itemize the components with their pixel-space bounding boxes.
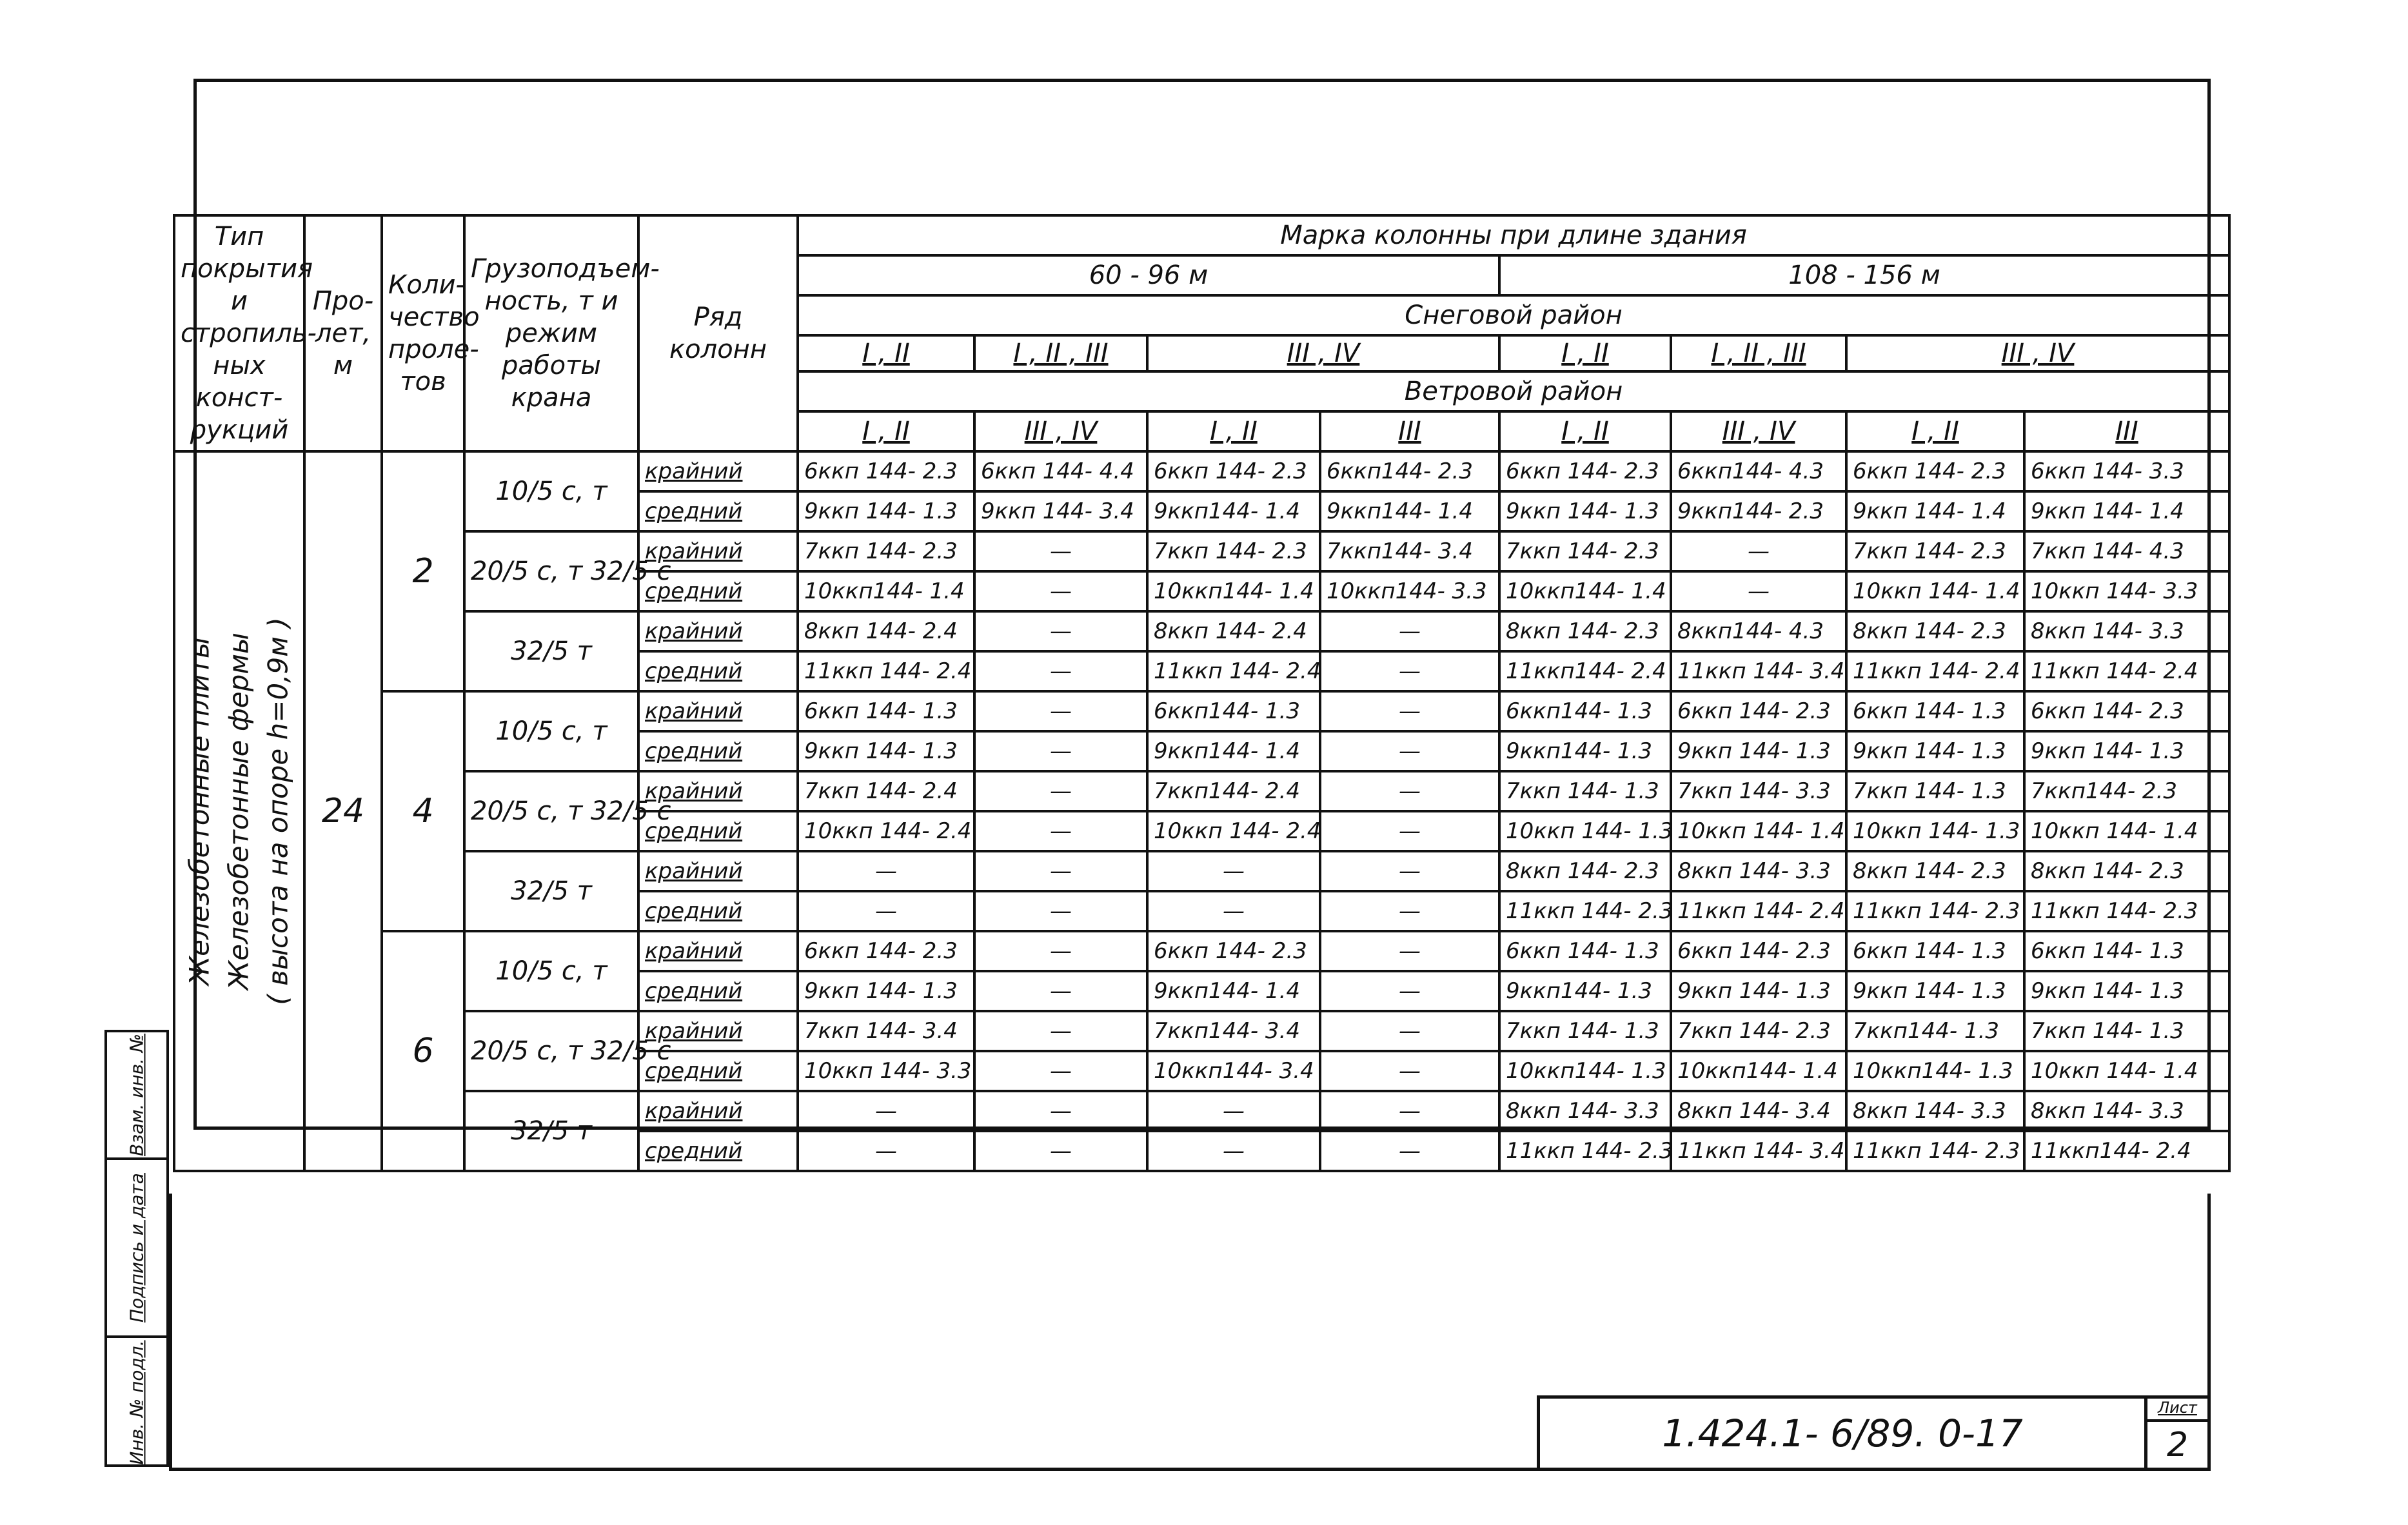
mark-cell: 8ккп 144- 2.3 <box>1499 851 1671 891</box>
mark-cell: 7ккп 144- 2.3 <box>798 531 974 571</box>
mark-cell: 6ккп144- 1.3 <box>1147 691 1320 731</box>
mark-cell: 9ккп144- 2.3 <box>1671 491 1846 531</box>
table-row <box>174 931 2229 971</box>
mark-cell: — <box>974 1011 1147 1051</box>
title-block <box>1537 1395 2211 1471</box>
mark-cell: 11ккп 144- 2.4 <box>798 651 974 691</box>
mark-cell: 9ккп 144- 1.3 <box>798 731 974 771</box>
mark-cell: 10ккп 144- 2.4 <box>1147 811 1320 851</box>
mark-cell: 7ккп 144- 1.3 <box>1846 771 2024 811</box>
mark-cell: 7ккп 144- 1.3 <box>1499 771 1671 811</box>
mark-cell: 9ккп 144- 1.3 <box>1671 731 1846 771</box>
left-stamp <box>104 1030 169 1467</box>
mark-cell: 11ккп 144- 2.4 <box>2024 651 2229 691</box>
row-type-cell: крайний <box>638 531 798 571</box>
mark-cell: — <box>974 611 1147 651</box>
row-type-cell: крайний <box>638 931 798 971</box>
mark-cell: — <box>974 531 1147 571</box>
mark-cell: 6ккп144- 4.3 <box>1671 451 1846 491</box>
mark-cell: — <box>1320 1131 1499 1171</box>
sheet-label: Лист <box>2147 1399 2207 1422</box>
mark-cell: 10ккп 144- 1.4 <box>1846 571 2024 611</box>
stamp-cell-signature <box>107 1160 166 1338</box>
header-snow-region: Снеговой район <box>798 295 2229 335</box>
mark-cell: 7ккп 144- 2.3 <box>1499 531 1671 571</box>
mark-cell: 11ккп 144- 2.3 <box>1846 891 2024 931</box>
row-type-cell: средний <box>638 1131 798 1171</box>
mark-cell: — <box>1320 1091 1499 1131</box>
mark-cell: 9ккп 144- 3.4 <box>974 491 1147 531</box>
table-row <box>174 691 2229 731</box>
mark-cell: 6ккп 144- 1.3 <box>2024 931 2229 971</box>
capacity-cell: 10/5 с, т <box>464 451 638 531</box>
mark-cell: 6ккп144- 1.3 <box>1499 691 1671 731</box>
mark-cell: 8ккп144- 4.3 <box>1671 611 1846 651</box>
table-row <box>174 1091 2229 1131</box>
wind-col-1: III , IV <box>974 411 1147 451</box>
mark-cell: 9ккп 144- 1.3 <box>798 971 974 1011</box>
header-row: Ряд колонн <box>638 215 798 451</box>
stamp-label-replace: Взам. инв. № <box>126 1033 148 1157</box>
mark-cell: 11ккп 144- 2.3 <box>1499 891 1671 931</box>
mark-cell: 10ккп144- 1.4 <box>798 571 974 611</box>
mark-cell: 6ккп 144- 2.3 <box>1147 931 1320 971</box>
mark-cell: — <box>1320 1011 1499 1051</box>
mark-cell: 7ккп 144- 2.4 <box>798 771 974 811</box>
table-body <box>174 215 2229 1171</box>
mark-cell: 7ккп 144- 3.3 <box>1671 771 1846 811</box>
row-type-cell: средний <box>638 731 798 771</box>
mark-cell: 6ккп 144- 2.3 <box>1846 451 2024 491</box>
mark-cell: 11ккп 144- 2.4 <box>1846 651 2024 691</box>
header-span: Про-лет, м <box>304 215 382 451</box>
mark-cell: 7ккп144- 2.4 <box>1147 771 1320 811</box>
capacity-cell: 20/5 с, т 32/5 с <box>464 531 638 611</box>
snow-col-0: I , II <box>798 335 974 371</box>
mark-cell: — <box>798 1091 974 1131</box>
row-type-cell: крайний <box>638 451 798 491</box>
mark-cell: 10ккп 144- 1.4 <box>2024 811 2229 851</box>
wind-col-6: I , II <box>1846 411 2024 451</box>
header-capacity: Грузоподъем-ность, т и режим работы крана <box>464 215 638 451</box>
header-wind-region: Ветровой район <box>798 371 2229 411</box>
capacity-cell: 20/5 с, т 32/5 с <box>464 771 638 851</box>
table-row <box>174 611 2229 651</box>
mark-cell: 7ккп 144- 2.3 <box>1147 531 1320 571</box>
mark-cell: 9ккп144- 1.3 <box>1499 971 1671 1011</box>
row-type-cell: средний <box>638 1051 798 1091</box>
mark-cell: 9ккп 144- 1.3 <box>1499 491 1671 531</box>
mark-cell: 6ккп 144- 1.3 <box>1846 931 2024 971</box>
mark-cell: — <box>1147 1131 1320 1171</box>
row-type-cell: средний <box>638 971 798 1011</box>
mark-cell: 7ккп 144- 2.3 <box>1671 1011 1846 1051</box>
document-code: 1.424.1- 6/89. 0-17 <box>1662 1411 2023 1455</box>
header-spans-count: Коли-чество проле-тов <box>382 215 464 451</box>
cover-line: Железобетонные плиты <box>183 636 215 986</box>
mark-cell: 11ккп 144- 2.4 <box>1147 651 1320 691</box>
mark-cell: 10ккп 144- 1.4 <box>2024 1051 2229 1091</box>
mark-cell: 7ккп 144- 3.4 <box>798 1011 974 1051</box>
mark-cell: 7ккп 144- 1.3 <box>1499 1011 1671 1051</box>
mark-cell: 11ккп 144- 3.4 <box>1671 1131 1846 1171</box>
mark-cell: 11ккп 144- 2.3 <box>1499 1131 1671 1171</box>
mark-cell: 10ккп 144- 1.3 <box>1499 811 1671 851</box>
mark-cell: — <box>798 891 974 931</box>
mark-cell: 6ккп 144- 2.3 <box>1671 691 1846 731</box>
mark-cell: 11ккп144- 2.4 <box>2024 1131 2229 1171</box>
mark-cell: 10ккп 144- 3.3 <box>2024 571 2229 611</box>
capacity-cell: 32/5 т <box>464 611 638 691</box>
mark-cell: 6ккп 144- 2.3 <box>2024 691 2229 731</box>
mark-cell: 8ккп 144- 3.3 <box>1499 1091 1671 1131</box>
row-type-cell: крайний <box>638 1011 798 1051</box>
column-mark-table <box>173 214 2231 1172</box>
mark-cell: 7ккп144- 1.3 <box>1846 1011 2024 1051</box>
mark-cell: — <box>974 811 1147 851</box>
spans-count-cell: 6 <box>382 931 464 1171</box>
mark-cell: — <box>1320 611 1499 651</box>
snow-col-4: I , II , III <box>1671 335 1846 371</box>
mark-cell: 8ккп 144- 3.3 <box>1671 851 1846 891</box>
snow-col-1: I , II , III <box>974 335 1147 371</box>
mark-cell: — <box>974 1131 1147 1171</box>
mark-cell: 10ккп144- 1.4 <box>1147 571 1320 611</box>
header-mark: Марка колонны при длине здания <box>798 215 2229 255</box>
mark-cell: 8ккп 144- 3.3 <box>2024 611 2229 651</box>
snow-col-3: I , II <box>1499 335 1671 371</box>
mark-cell: 9ккп144- 1.4 <box>1147 491 1320 531</box>
snow-col-2: III , IV <box>1147 335 1499 371</box>
mark-cell: — <box>974 691 1147 731</box>
mark-cell: — <box>1320 931 1499 971</box>
mark-cell: 6ккп 144- 1.3 <box>798 691 974 731</box>
mark-cell: 9ккп144- 1.4 <box>1147 731 1320 771</box>
mark-cell: — <box>1147 1091 1320 1131</box>
mark-cell: — <box>798 851 974 891</box>
cover-type-text <box>181 617 299 1005</box>
mark-cell: 9ккп 144- 1.3 <box>2024 731 2229 771</box>
row-type-cell: средний <box>638 571 798 611</box>
mark-cell: 6ккп 144- 1.3 <box>1846 691 2024 731</box>
mark-cell: 9ккп 144- 1.3 <box>1671 971 1846 1011</box>
table-row <box>174 451 2229 491</box>
mark-cell: 7ккп 144- 2.3 <box>1846 531 2024 571</box>
mark-cell: — <box>974 1051 1147 1091</box>
capacity-cell: 10/5 с, т <box>464 691 638 771</box>
row-type-cell: средний <box>638 891 798 931</box>
mark-cell: 7ккп144- 3.4 <box>1320 531 1499 571</box>
row-type-cell: средний <box>638 651 798 691</box>
stamp-label-inventory: Инв. № подл. <box>126 1340 148 1465</box>
wind-col-2: I , II <box>1147 411 1320 451</box>
mark-cell: 6ккп 144- 2.3 <box>798 451 974 491</box>
cover-line: Железобетонные фермы <box>222 632 255 990</box>
mark-cell: 10ккп144- 1.3 <box>1499 1051 1671 1091</box>
mark-cell: 9ккп 144- 1.4 <box>2024 491 2229 531</box>
row-type-cell: средний <box>638 811 798 851</box>
mark-cell: — <box>1320 771 1499 811</box>
mark-cell: 9ккп144- 1.4 <box>1320 491 1499 531</box>
wind-col-4: I , II <box>1499 411 1671 451</box>
capacity-cell: 20/5 с, т 32/5 с <box>464 1011 638 1091</box>
mark-cell: — <box>974 971 1147 1011</box>
header-length-60-96: 60 - 96 м <box>798 255 1499 295</box>
mark-cell: — <box>974 731 1147 771</box>
mark-cell: — <box>974 571 1147 611</box>
mark-cell: 7ккп 144- 1.3 <box>2024 1011 2229 1051</box>
mark-cell: 8ккп 144- 3.4 <box>1671 1091 1846 1131</box>
row-type-cell: крайний <box>638 851 798 891</box>
mark-cell: — <box>1320 691 1499 731</box>
row-type-cell: средний <box>638 491 798 531</box>
row-type-cell: крайний <box>638 1091 798 1131</box>
cover-line: ( высота на опоре h=0,9м ) <box>262 617 294 1005</box>
sheet-number: 2 <box>2166 1425 2189 1464</box>
mark-cell: — <box>1320 731 1499 771</box>
mark-cell: 9ккп144- 1.3 <box>1499 731 1671 771</box>
capacity-cell: 32/5 т <box>464 1091 638 1171</box>
table-row <box>174 851 2229 891</box>
header-length-108-156: 108 - 156 м <box>1499 255 2229 295</box>
mark-cell: — <box>1320 971 1499 1011</box>
sheet-box <box>2144 1399 2207 1468</box>
snow-col-5: III , IV <box>1846 335 2229 371</box>
mark-cell: — <box>1147 851 1320 891</box>
mark-cell: 11ккп 144- 2.3 <box>1846 1131 2024 1171</box>
mark-cell: 10ккп144- 1.3 <box>1846 1051 2024 1091</box>
row-type-cell: крайний <box>638 771 798 811</box>
mark-cell: 11ккп 144- 3.4 <box>1671 651 1846 691</box>
mark-cell: 9ккп144- 1.4 <box>1147 971 1320 1011</box>
table-row <box>174 1011 2229 1051</box>
mark-cell: — <box>974 651 1147 691</box>
mark-cell: 11ккп 144- 2.4 <box>1671 891 1846 931</box>
mark-cell: — <box>1320 651 1499 691</box>
mark-cell: — <box>1320 851 1499 891</box>
mark-cell: — <box>1320 1051 1499 1091</box>
mark-cell: 6ккп 144- 2.3 <box>1147 451 1320 491</box>
capacity-cell: 10/5 с, т <box>464 931 638 1011</box>
mark-cell: 7ккп 144- 4.3 <box>2024 531 2229 571</box>
mark-cell: 11ккп144- 2.4 <box>1499 651 1671 691</box>
mark-cell: 7ккп144- 3.4 <box>1147 1011 1320 1051</box>
mark-cell: — <box>1671 571 1846 611</box>
wind-col-0: I , II <box>798 411 974 451</box>
mark-cell: 6ккп 144- 2.3 <box>798 931 974 971</box>
mark-cell: 6ккп 144- 2.3 <box>1499 451 1671 491</box>
cover-type-cell <box>174 451 304 1171</box>
mark-cell: 10ккп144- 1.4 <box>1499 571 1671 611</box>
mark-cell: — <box>1147 891 1320 931</box>
mark-cell: 8ккп 144- 2.3 <box>1846 611 2024 651</box>
mark-cell: 6ккп 144- 1.3 <box>1499 931 1671 971</box>
mark-cell: 10ккп144- 1.4 <box>1671 1051 1846 1091</box>
mark-cell: 8ккп 144- 3.3 <box>2024 1091 2229 1131</box>
mark-cell: 10ккп144- 3.4 <box>1147 1051 1320 1091</box>
mark-cell: — <box>798 1131 974 1171</box>
spans-count-cell: 4 <box>382 691 464 931</box>
mark-cell: 8ккп 144- 2.3 <box>1846 851 2024 891</box>
mark-cell: 6ккп 144- 2.3 <box>1671 931 1846 971</box>
row-type-cell: крайний <box>638 611 798 651</box>
span-cell: 24 <box>304 451 382 1171</box>
mark-cell: 9ккп 144- 1.4 <box>1846 491 2024 531</box>
mark-cell: 9ккп 144- 1.3 <box>1846 971 2024 1011</box>
header-cover-type: Тип покрытия и стропиль-ных конст-рукций <box>174 215 304 451</box>
stamp-cell-replace <box>107 1032 166 1160</box>
mark-cell: 8ккп 144- 2.4 <box>1147 611 1320 651</box>
mark-cell: 8ккп 144- 2.4 <box>798 611 974 651</box>
wind-col-7: III <box>2024 411 2229 451</box>
mark-cell: 10ккп144- 3.3 <box>1320 571 1499 611</box>
row-type-cell: крайний <box>638 691 798 731</box>
mark-cell: 11ккп 144- 2.3 <box>2024 891 2229 931</box>
mark-cell: — <box>974 851 1147 891</box>
mark-cell: 6ккп 144- 4.4 <box>974 451 1147 491</box>
mark-cell: 10ккп 144- 3.3 <box>798 1051 974 1091</box>
stamp-label-signature: Подпись и дата <box>126 1173 148 1323</box>
mark-cell: 7ккп144- 2.3 <box>2024 771 2229 811</box>
table-row <box>174 771 2229 811</box>
mark-cell: 8ккп 144- 2.3 <box>1499 611 1671 651</box>
mark-cell: 6ккп 144- 3.3 <box>2024 451 2229 491</box>
mark-cell: — <box>1320 891 1499 931</box>
mark-cell: 10ккп 144- 1.4 <box>1671 811 1846 851</box>
mark-cell: — <box>1671 531 1846 571</box>
wind-col-3: III <box>1320 411 1499 451</box>
mark-cell: 10ккп 144- 1.3 <box>1846 811 2024 851</box>
table-row <box>174 531 2229 571</box>
spans-count-cell: 2 <box>382 451 464 691</box>
mark-cell: — <box>974 771 1147 811</box>
stamp-cell-inventory <box>107 1338 166 1467</box>
capacity-cell: 32/5 т <box>464 851 638 931</box>
mark-cell: — <box>974 931 1147 971</box>
mark-cell: — <box>1320 811 1499 851</box>
mark-cell: 6ккп144- 2.3 <box>1320 451 1499 491</box>
wind-col-5: III , IV <box>1671 411 1846 451</box>
mark-cell: — <box>974 1091 1147 1131</box>
mark-cell: 8ккп 144- 3.3 <box>1846 1091 2024 1131</box>
mark-cell: 8ккп 144- 2.3 <box>2024 851 2229 891</box>
mark-cell: 9ккп 144- 1.3 <box>2024 971 2229 1011</box>
mark-cell: 9ккп 144- 1.3 <box>798 491 974 531</box>
mark-cell: 9ккп 144- 1.3 <box>1846 731 2024 771</box>
mark-cell: 10ккп 144- 2.4 <box>798 811 974 851</box>
mark-cell: — <box>974 891 1147 931</box>
